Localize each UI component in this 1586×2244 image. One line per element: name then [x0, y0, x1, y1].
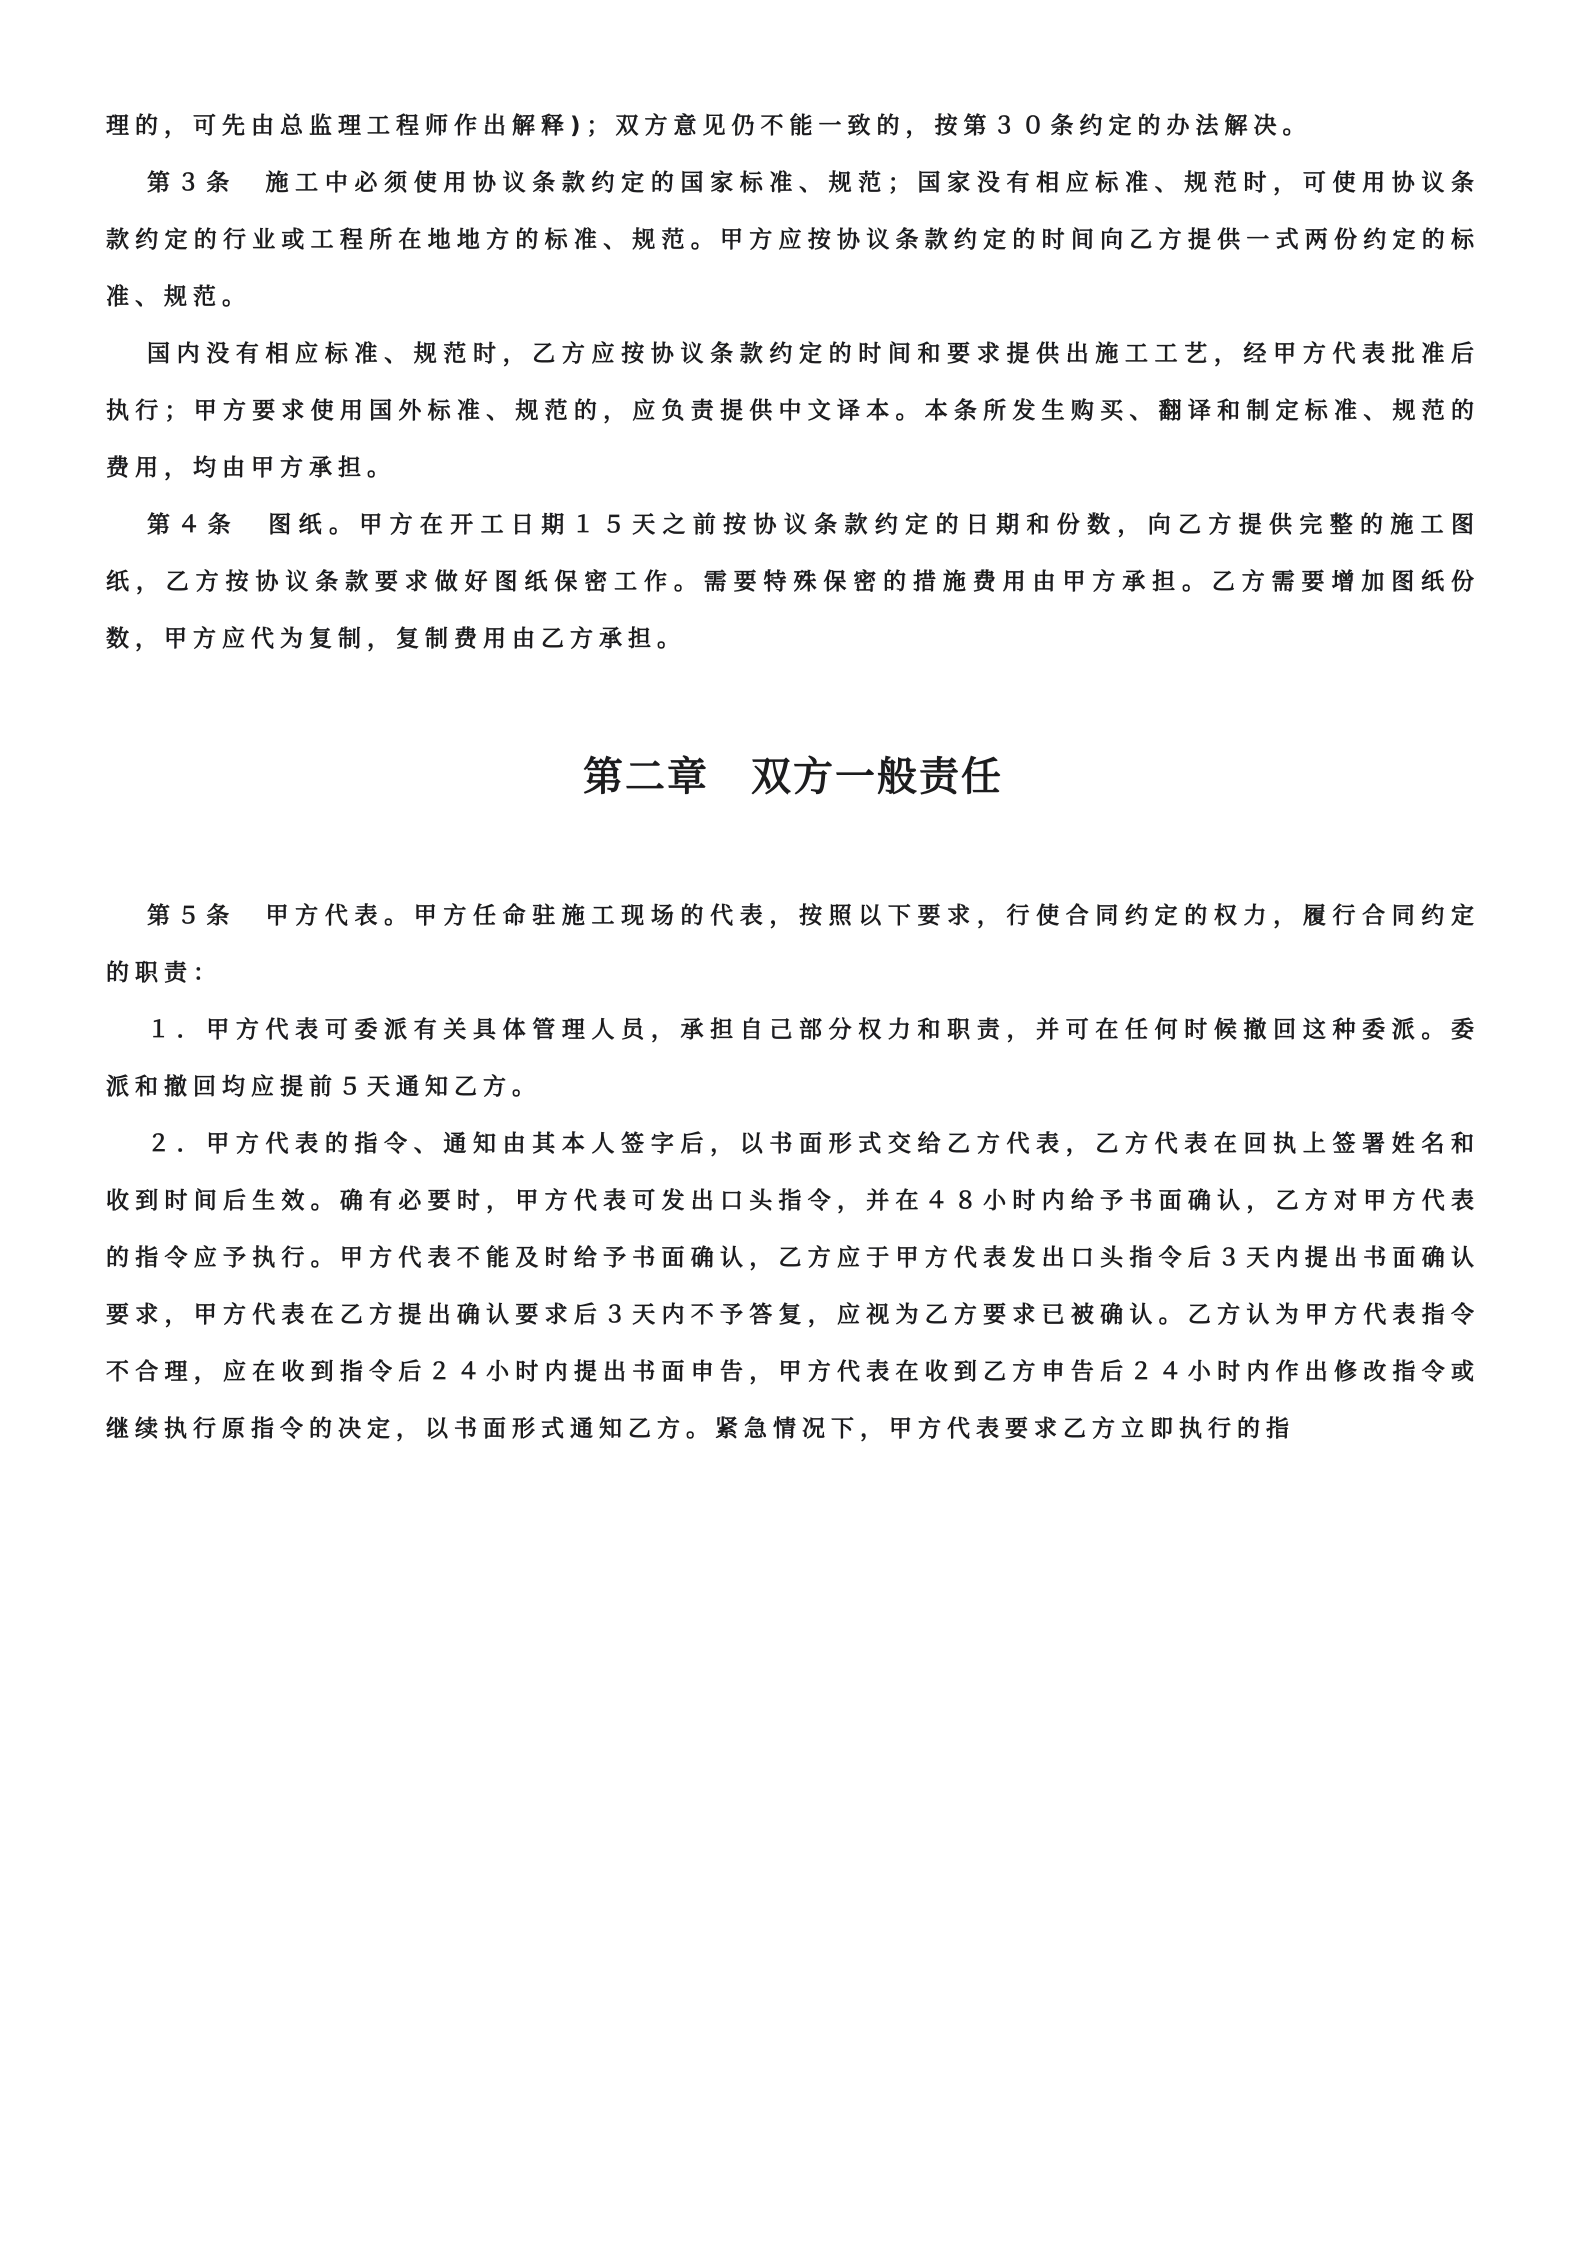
continuation-paragraph: 理的，可先由总监理工程师作出解释)；双方意见仍不能一致的，按第３０条约定的办法解决。 — [106, 113, 1312, 139]
clause-5-item-1-paragraph: １．甲方代表可委派有关具体管理人员，承担自己部分权力和职责，并可在任何时候撤回这种委派。委派和撤回均应提前５天通知乙方。 — [106, 1017, 1480, 1100]
clause-5-intro-paragraph: 第５条 甲方代表。甲方任命驻施工现场的代表，按照以下要求，行使合同约定的权力，履行合同约定的职责： — [106, 903, 1480, 986]
clause-3-paragraph-2: 国内没有相应标准、规范时，乙方应按协议条款约定的时间和要求提供出施工工艺，经甲方代表批准后执行；甲方要求使用国外标准、规范的，应负责提供中文译本。本条所发生购买、翻译和制定标准、规范的费用，均由甲方承担。 — [106, 341, 1480, 481]
clause-3-paragraph-1: 第３条 施工中必须使用协议条款约定的国家标准、规范；国家没有相应标准、规范时，可使用协议条款约定的行业或工程所在地地方的标准、规范。甲方应按协议条款约定的时间向乙方提供一式两份约定的标准、规范。 — [106, 170, 1480, 310]
chapter-2-heading: 第二章 双方一般责任 — [583, 754, 1003, 800]
clause-5-item-2-paragraph: ２．甲方代表的指令、通知由其本人签字后，以书面形式交给乙方代表，乙方代表在回执上签署姓名和收到时间后生效。确有必要时，甲方代表可发出口头指令，并在４８小时内给予书面确认，乙方对甲方代表的指令应予执行。甲方代表不能及时给予书面确认，乙方应于甲方代表发出口头指令后３天内提出书面确认要求，甲方代表在乙方提出确认要求后３天内不予答复，应视为乙方要求已被确认。乙方认为甲方代表指令不合理，应在收到指令后２４小时内提出书面申告，甲方代表在收到乙方申告后２４小时内作出修改指令或继续执行原指令的决定，以书面形式通知乙方。紧急情况下，甲方代表要求乙方立即执行的指 — [106, 1131, 1480, 1442]
clause-4-paragraph: 第４条 图纸。甲方在开工日期１５天之前按协议条款约定的日期和份数，向乙方提供完整的施工图纸，乙方按协议条款要求做好图纸保密工作。需要特殊保密的措施费用由甲方承担。乙方需要增加图纸份数，甲方应代为复制，复制费用由乙方承担。 — [106, 512, 1480, 652]
